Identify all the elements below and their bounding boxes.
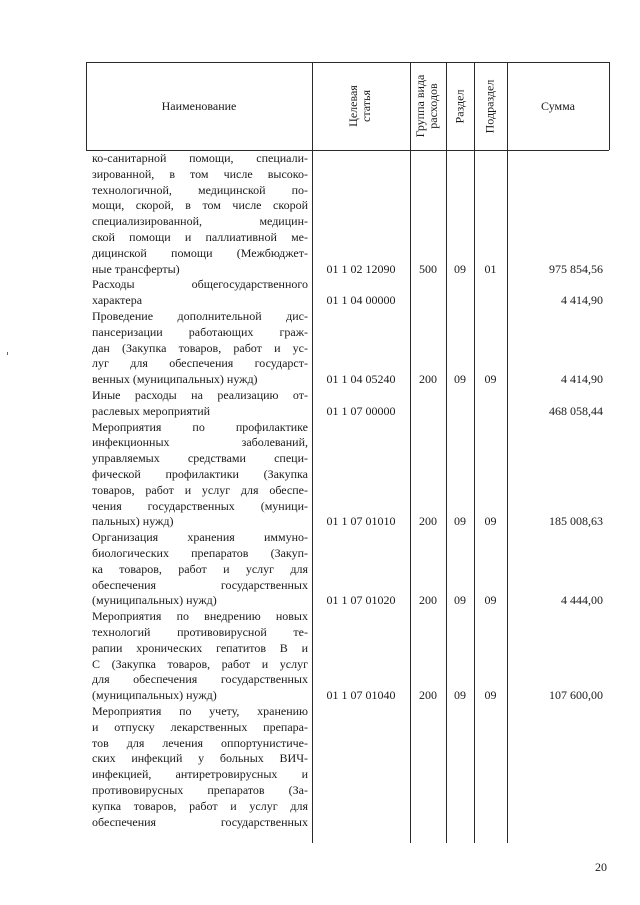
description-line: характера: [92, 293, 143, 308]
target-article-code: 01 1 04 00000: [326, 293, 396, 308]
description-line: зированной, в том числе высоко-: [92, 166, 308, 181]
amount-value: 468 058,44: [549, 403, 603, 418]
description-line: специализированной, медицин-: [92, 214, 308, 229]
description-line: дицинской помощи (Межбюджет-: [92, 245, 308, 260]
header-amount: Сумма: [541, 99, 575, 113]
description-line: Проведение дополнительной дис-: [92, 309, 308, 323]
header-name: Наименование: [161, 99, 237, 113]
section-code: 09: [454, 372, 466, 387]
description-line: ка товаров, работ и услуг для: [92, 561, 308, 576]
description-line: Иные расходы на реализацию от-: [92, 388, 308, 402]
subsection-code: 01: [484, 261, 497, 276]
description-line: чения государственных (муници-: [92, 498, 308, 513]
description-line: пансеризации работающих граж-: [92, 324, 308, 339]
col-divider-7: [609, 62, 610, 150]
description-line: и отпуску лекарственных препара-: [92, 719, 308, 734]
header-expense-group: [414, 62, 442, 150]
expense-group-code: 200: [419, 514, 437, 529]
description-line: фической профилактики (Закупка: [92, 466, 308, 481]
col-divider-2: [312, 62, 313, 843]
target-article-code: 01 1 07 01020: [326, 593, 396, 608]
description-line: Мероприятия по учету, хранению: [92, 704, 308, 718]
description-line: луг для обеспечения государст-: [92, 356, 308, 371]
row-description: [92, 309, 308, 388]
description-line: инфекционных заболеваний,: [92, 435, 308, 450]
header-expense-group-line1: Группа вида: [413, 74, 427, 138]
section-code: 09: [454, 688, 466, 703]
description-line: управляемых средствами специ-: [92, 451, 308, 466]
col-divider-6: [507, 62, 508, 843]
amount-value: 975 854,56: [549, 261, 603, 276]
header-target-article-line1: Целевая: [346, 85, 360, 127]
row-description: [92, 277, 308, 309]
description-line: Расходы общегосударственного: [92, 277, 308, 292]
description-line: технологий противовирусной те-: [92, 624, 308, 639]
subsection-code: 09: [484, 593, 497, 608]
description-line: (муниципальных) нужд): [92, 688, 217, 703]
row-description: [92, 151, 308, 277]
target-article-code: 01 1 07 01010: [326, 514, 396, 529]
target-article-code: 01 1 07 01040: [326, 688, 396, 703]
row-description: [92, 388, 308, 420]
description-line: Мероприятия по профилактике: [92, 419, 308, 434]
row-description: [92, 530, 308, 609]
amount-value: 4 444,00: [561, 593, 603, 608]
description-line: ской помощи и паллиативной ме-: [92, 229, 308, 244]
expense-group-code: 500: [419, 261, 437, 276]
description-line: ских инфекций у больных ВИЧ-: [92, 751, 308, 766]
description-line: венных (муниципальных) нужд): [92, 372, 258, 387]
description-line: Мероприятия по внедрению новых: [92, 609, 308, 624]
subsection-code: 09: [484, 372, 497, 387]
col-divider-5: [474, 62, 475, 843]
description-line: Организация хранения иммуно-: [92, 530, 308, 545]
col-divider-4: [446, 62, 447, 843]
description-line: инфекцией, антиретровирусных и: [92, 767, 308, 782]
section-code: 09: [454, 261, 466, 276]
row-description: [92, 420, 308, 531]
expense-group-code: 200: [419, 688, 437, 703]
description-line: рапии хронических гепатитов В и: [92, 640, 308, 655]
expense-group-code: 200: [419, 372, 437, 387]
header-target-article: [347, 62, 375, 150]
amount-value: 107 600,00: [549, 688, 603, 703]
margin-mark: [7, 352, 8, 355]
header-target-article-line2: статья: [359, 90, 373, 122]
amount-value: 4 414,90: [561, 372, 603, 387]
description-line: пальных) нужд): [92, 514, 174, 529]
header-section: Раздел: [452, 89, 467, 124]
subsection-code: 09: [484, 688, 497, 703]
amount-value: 4 414,90: [561, 293, 603, 308]
section-code: 09: [454, 514, 466, 529]
description-line: раслевых мероприятий: [92, 403, 211, 418]
expense-group-code: 200: [419, 593, 437, 608]
description-line: ко-санитарной помощи, специали-: [92, 151, 308, 165]
section-code: 09: [454, 593, 466, 608]
description-line: мощи, скорой, в том числе скорой: [92, 198, 308, 213]
description-line: купка товаров, работ и услуг для: [92, 798, 308, 813]
row-description: [92, 609, 308, 704]
description-line: С (Закупка товаров, работ и услуг: [92, 656, 308, 671]
description-line: ные трансферты): [92, 261, 180, 276]
description-line: обеспечения государственных: [92, 814, 308, 829]
description-line: биологических препаратов (Закуп-: [92, 545, 308, 560]
description-line: противовирусных препаратов (За-: [92, 782, 308, 797]
target-article-code: 01 1 04 05240: [326, 372, 396, 387]
description-line: обеспечения государственных: [92, 577, 308, 592]
row-description: [92, 704, 308, 830]
header-expense-group-line2: расходов: [426, 83, 440, 129]
subsection-code: 09: [484, 514, 497, 529]
amount-value: 185 008,63: [549, 514, 603, 529]
col-divider-3: [410, 62, 411, 843]
header-subsection: Подраздел: [482, 79, 497, 134]
description-line: дан (Закупка товаров, работ и ус-: [92, 340, 308, 355]
target-article-code: 01 1 07 00000: [326, 403, 396, 418]
description-line: технологичной, медицинской по-: [92, 182, 308, 197]
description-line: (муниципальных) нужд): [92, 593, 217, 608]
description-line: для обеспечения государственных: [92, 672, 308, 687]
description-line: тов для лечения оппортунистиче-: [92, 735, 308, 750]
page-number: 20: [595, 860, 607, 874]
description-line: товаров, работ и услуг для обеспе-: [92, 482, 308, 497]
target-article-code: 01 1 02 12090: [326, 261, 396, 276]
